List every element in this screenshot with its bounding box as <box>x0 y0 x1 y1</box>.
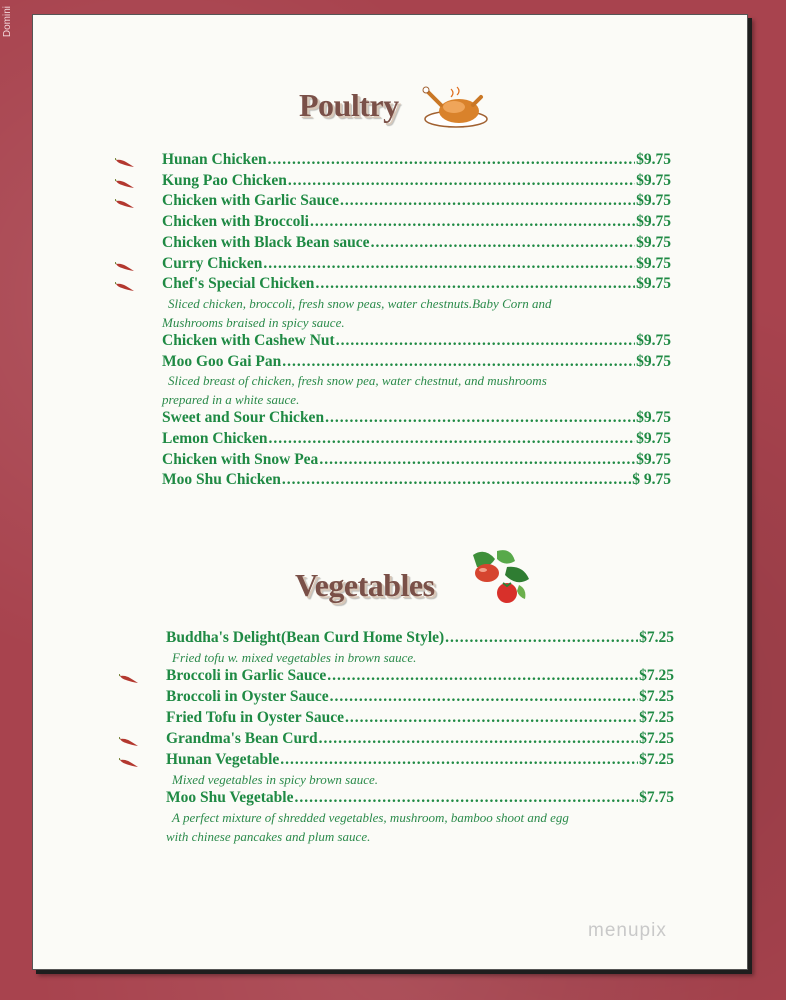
item-name: Chicken with Snow Pea <box>162 450 319 468</box>
item-price: $7.25 <box>639 709 674 726</box>
dot-leader <box>263 255 635 273</box>
dot-leader <box>445 629 638 647</box>
vegetables-item <box>166 667 674 688</box>
item-price: $7.25 <box>639 751 674 768</box>
dot-leader <box>282 353 635 371</box>
item-description <box>162 371 547 409</box>
vegetables-item <box>166 789 674 810</box>
dot-leader <box>319 451 635 469</box>
poultry-item <box>162 234 671 255</box>
poultry-item <box>162 255 671 276</box>
dot-leader <box>310 213 635 231</box>
poultry-item <box>162 451 671 472</box>
poultry-item <box>162 213 671 234</box>
poultry-item <box>162 151 671 172</box>
vegetables-item <box>166 730 674 751</box>
chili-pepper-icon <box>115 262 135 272</box>
dot-leader <box>294 789 638 807</box>
item-name: Broccoli in Oyster Sauce <box>166 688 329 705</box>
description-line: with chinese pancakes and plum sauce. <box>166 829 371 844</box>
item-name: Chicken with Black Bean sauce <box>162 233 370 251</box>
item-name: Broccoli in Garlic Sauce <box>166 667 327 684</box>
chili-pepper-icon <box>115 179 135 189</box>
item-name: Hunan Vegetable <box>166 751 280 768</box>
vegetables-title: Vegetables <box>295 567 435 603</box>
dot-leader <box>288 172 635 190</box>
item-price: $9.75 <box>636 254 671 272</box>
description-line: Mushrooms braised in spicy sauce. <box>162 314 345 330</box>
watermark: menupix <box>588 920 667 941</box>
item-name: Chef's Special Chicken <box>162 275 315 293</box>
item-price: $9.75 <box>636 192 671 210</box>
description-line: Mixed vegetables in spicy brown sauce. <box>172 772 379 787</box>
vegetables-icon <box>463 545 537 607</box>
item-price: $9.75 <box>636 275 671 293</box>
item-name: Chicken with Garlic Sauce <box>162 192 339 210</box>
item-price: $9.75 <box>636 171 671 189</box>
item-price: $9.75 <box>636 430 671 447</box>
chili-pepper-icon <box>115 158 135 168</box>
item-price: $9.75 <box>636 213 671 231</box>
item-price: $9.75 <box>636 233 671 251</box>
description-line: prepared in a white sauce. <box>162 392 300 408</box>
description-line: Fried tofu w. mixed vegetables in brown sauce. <box>172 650 417 665</box>
poultry-item <box>162 430 671 451</box>
item-price: $7.25 <box>639 667 674 684</box>
roast-chicken-icon <box>421 83 491 129</box>
poultry-item <box>162 332 671 353</box>
poultry-title: Poultry <box>299 87 399 123</box>
vegetables-item <box>166 709 674 730</box>
item-price: $7.25 <box>639 688 674 705</box>
item-name: Chicken with Cashew Nut <box>162 331 335 349</box>
item-description <box>162 294 552 332</box>
dot-leader <box>371 234 636 252</box>
item-price: $9.75 <box>636 450 671 468</box>
description-line: A perfect mixture of shredded vegetables, mushroom, bamboo shoot and egg <box>172 810 569 825</box>
dot-leader <box>282 471 631 489</box>
vegetables-item <box>166 751 674 772</box>
poultry-item <box>162 471 671 492</box>
dot-leader <box>327 667 638 685</box>
item-price: $9.75 <box>636 409 671 427</box>
chili-pepper-icon <box>115 282 135 292</box>
dot-leader <box>319 730 639 748</box>
dot-leader <box>330 688 639 706</box>
item-name: Sweet and Sour Chicken <box>162 409 325 427</box>
menu-page <box>32 14 748 970</box>
item-description <box>166 770 378 789</box>
item-name: Grandma's Bean Curd <box>166 730 318 747</box>
item-price: $7.75 <box>639 789 674 806</box>
item-price: $9.75 <box>636 352 671 370</box>
dot-leader <box>315 275 635 293</box>
item-price: $9.75 <box>636 331 671 349</box>
item-name: Hunan Chicken <box>162 151 267 168</box>
item-name: Moo Shu Vegetable <box>166 789 294 806</box>
item-price: $7.25 <box>639 730 674 747</box>
item-name: Chicken with Broccoli <box>162 213 309 231</box>
vegetables-item <box>166 629 674 650</box>
edge-label: Domini <box>2 6 13 38</box>
item-price: $7.25 <box>639 629 674 646</box>
vegetables-item <box>166 688 674 709</box>
chili-pepper-icon <box>115 199 135 209</box>
item-name: Buddha's Delight(Bean Curd Home Style) <box>166 629 445 646</box>
item-price: $ 9.75 <box>632 471 671 489</box>
description-line: Sliced breast of chicken, fresh snow pea, water chestnut, and mushrooms <box>168 373 547 389</box>
dot-leader <box>268 151 635 169</box>
item-price: $9.75 <box>636 151 671 168</box>
dot-leader <box>280 751 638 769</box>
item-name: Lemon Chicken <box>162 430 268 447</box>
chili-pepper-icon <box>119 674 139 684</box>
item-name: Fried Tofu in Oyster Sauce <box>166 709 344 726</box>
dot-leader <box>340 192 635 210</box>
chili-pepper-icon <box>119 737 139 747</box>
item-description <box>166 648 416 667</box>
poultry-item <box>162 172 671 193</box>
dot-leader <box>345 709 638 727</box>
description-line: Sliced chicken, broccoli, fresh snow peas, water chestnuts.Baby Corn and <box>168 295 552 311</box>
item-name: Moo Shu Chicken <box>162 471 281 489</box>
item-description <box>166 808 569 846</box>
poultry-item <box>162 192 671 213</box>
dot-leader <box>336 332 635 350</box>
dot-leader <box>269 430 636 448</box>
chili-pepper-icon <box>119 758 139 768</box>
poultry-item <box>162 409 671 430</box>
item-name: Curry Chicken <box>162 254 263 272</box>
item-name: Kung Pao Chicken <box>162 171 287 189</box>
item-name: Moo Goo Gai Pan <box>162 352 282 370</box>
dot-leader <box>325 409 635 427</box>
